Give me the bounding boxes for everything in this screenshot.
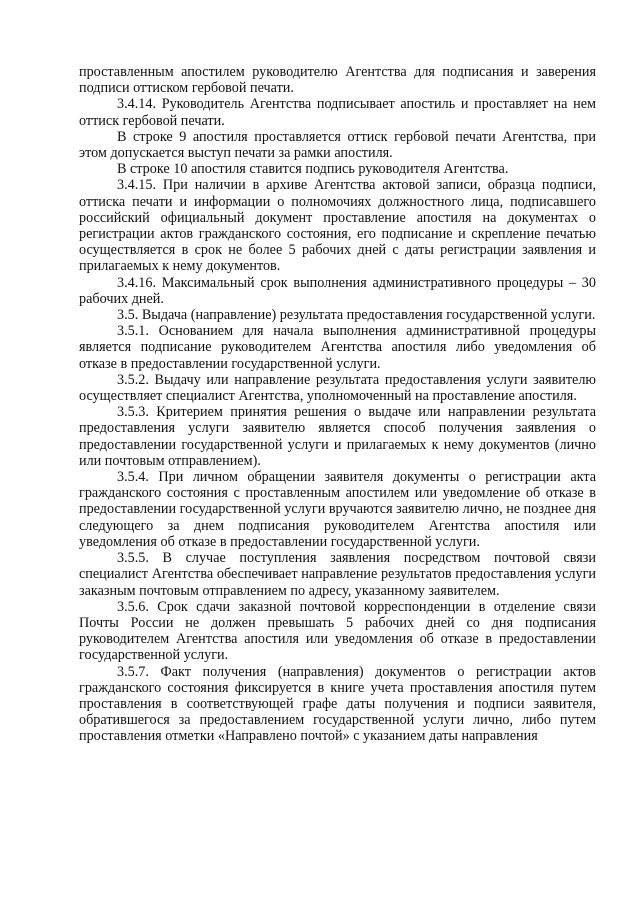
paragraph-line-9: В строке 9 апостиля проставляется оттиск гербовой печати Агентства, при этом допускается выступ печати за рамки апостиля. <box>79 128 596 162</box>
paragraph-3-5-5: 3.5.5. В случае поступления заявления посредством почтовой связи специалист Агентства обеспечивает направление результатов предоставления услуги заказным почтовым отправлением по адресу, указанному заявителем. <box>79 550 596 599</box>
paragraph-3-4-16: 3.4.16. Максимальный срок выполнения административного процедуры – 30 рабочих дней. <box>79 274 596 307</box>
paragraph-3-5-6: 3.5.6. Срок сдачи заказной почтовой корреспонденции в отделение связи Почты России не должен превышать 5 рабочих дней со дня подписания руководителем Агентства апостиля или уведомления об отказе в предоставлении государственной услуги. <box>79 598 596 664</box>
paragraph-3-5-1: 3.5.1. Основанием для начала выполнения административной процедуры является подписание руководителем Агентства апостиля либо уведомления об отказе в предоставлении государственной услуги. <box>79 323 596 372</box>
section-heading-3-5: 3.5. Выдача (направление) результата предоставления государственной услуги. <box>117 307 596 324</box>
paragraph-line-10: В строке 10 апостиля ставится подпись руководителя Агентства. <box>117 161 509 178</box>
paragraph-continuation: проставленным апостилем руководителю Агентства для подписания и заверения подписи оттиском гербовой печати. <box>79 64 596 97</box>
paragraph-3-5-3: 3.5.3. Критерием принятия решения о выдаче или направлении результата предоставления услуги заявителю является способ получения заявления о предоставлении государственной услуги и прилагаемых к нему документов (лично или почтовым отправлением). <box>79 404 596 469</box>
paragraph-3-4-15: 3.4.15. При наличии в архиве Агентства актовой записи, образца подписи, оттиска печати и информации о полномочиях должностного лица, подписавшего российский официальный документ проставление апостиля на документах о регистрации актов гражданского состояния, его подписание и скрепление печатью осуществляется в срок не более 5 рабочих дней с даты регистрации заявления и прилагаемых к нему документов. <box>79 177 596 275</box>
paragraph-3-4-14: 3.4.14. Руководитель Агентства подписывает апостиль и проставляет на нем оттиск гербовой печати. <box>79 96 596 129</box>
paragraph-3-5-2: 3.5.2. Выдачу или направление результата предоставления услуги заявителю осуществляет специалист Агентства, уполномоченный на проставление апостиля. <box>79 371 596 405</box>
document-body <box>79 64 596 745</box>
paragraph-3-5-4: 3.5.4. При личном обращении заявителя документы о регистрации акта гражданского состояния с проставленным апостилем или уведомление об отказе в предоставлении государственной услуги вручаются заявителю лично, не позднее дня следующего за днем подписания руководителем Агентства апостиля или уведомления об отказе в предоставлении государственной услуги. <box>79 469 596 550</box>
paragraph-3-5-7: 3.5.7. Факт получения (направления) документов о регистрации актов гражданского состояния фиксируется в книге учета проставления апостиля путем проставления в соответствующей графе даты получения и подписи заявителя, обратившегося за предоставлением государственной услуги лично, либо путем проставления отметки «Направлено почтой» с указанием даты направления <box>79 663 596 745</box>
